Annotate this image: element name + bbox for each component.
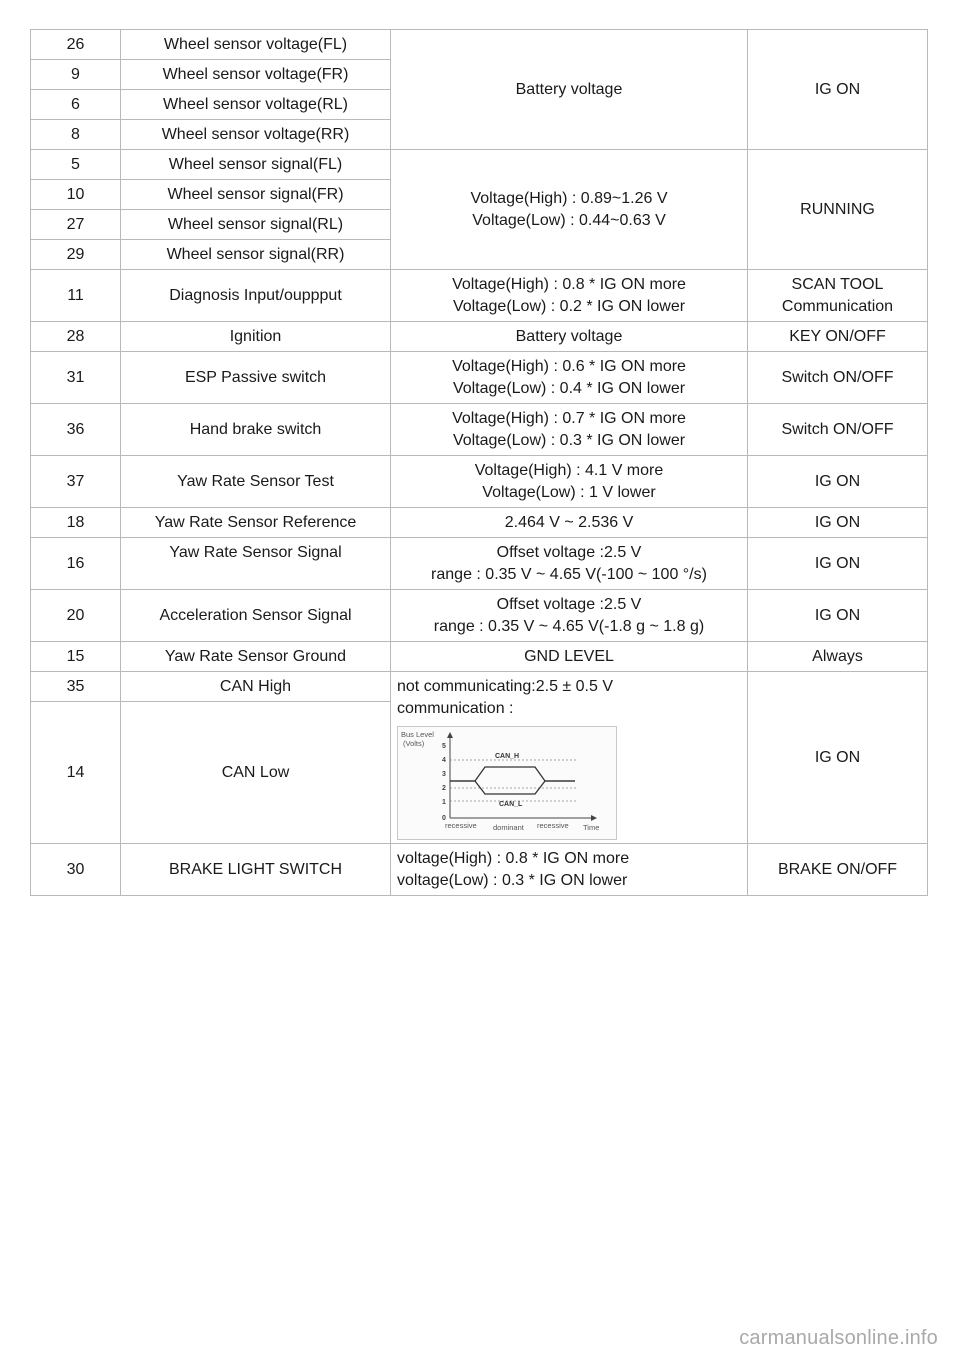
- pin-value: [391, 352, 748, 404]
- pin-number: 20: [31, 590, 121, 642]
- phase-label: dominant: [493, 823, 524, 832]
- table-row: [31, 404, 928, 456]
- pin-value: [391, 538, 748, 590]
- y-axis-label: Bus Level: [401, 730, 434, 739]
- value-line: Voltage(Low) : 0.44~0.63 V: [472, 211, 666, 229]
- y-tick: 2: [442, 785, 446, 792]
- can-value: [391, 672, 748, 844]
- condition-line: SCAN TOOL: [791, 275, 884, 293]
- wheel-signal-value: [391, 150, 748, 270]
- value-line: range : 0.35 V ~ 4.65 V(-1.8 g ~ 1.8 g): [433, 617, 705, 635]
- condition-line: Communication: [781, 297, 894, 315]
- table-row: [31, 538, 928, 590]
- value-line: Voltage(Low) : 1 V lower: [482, 483, 656, 501]
- table-row: [31, 672, 928, 702]
- pin-description: Hand brake switch: [121, 404, 391, 456]
- pin-description: Yaw Rate Sensor Reference: [121, 508, 391, 538]
- pin-description: Wheel sensor voltage(FR): [121, 60, 391, 90]
- pin-condition: Switch ON/OFF: [748, 404, 928, 456]
- y-tick: 5: [442, 743, 446, 750]
- pin-number: 16: [31, 538, 121, 590]
- pin-number: 27: [31, 210, 121, 240]
- pin-value: [391, 270, 748, 322]
- wheel-voltage-value: Battery voltage: [391, 30, 748, 150]
- value-line: Offset voltage :2.5 V: [496, 595, 642, 613]
- pin-description: Wheel sensor signal(RR): [121, 240, 391, 270]
- pin-description: ESP Passive switch: [121, 352, 391, 404]
- can-high-label: CAN_H: [495, 753, 520, 760]
- value-line: Voltage(Low) : 0.2 * IG ON lower: [452, 297, 686, 315]
- pin-condition: IG ON: [748, 508, 928, 538]
- y-tick: 1: [442, 799, 446, 806]
- pin-number: 11: [31, 270, 121, 322]
- value-line: not communicating:2.5 ± 0.5 V: [397, 678, 614, 695]
- pin-value: Battery voltage: [391, 322, 748, 352]
- value-line: communication :: [397, 700, 514, 717]
- pin-condition: IG ON: [748, 538, 928, 590]
- pin-description: Wheel sensor signal(RL): [121, 210, 391, 240]
- table-row: [31, 322, 928, 352]
- can-bus-level-diagram: [397, 726, 617, 840]
- y-tick: 0: [442, 815, 446, 822]
- pin-value: [391, 404, 748, 456]
- table-row: [31, 270, 928, 322]
- pin-condition: KEY ON/OFF: [748, 322, 928, 352]
- value-line: Voltage(High) : 4.1 V more: [474, 461, 664, 479]
- pin-value: [391, 590, 748, 642]
- pin-value: 2.464 V ~ 2.536 V: [391, 508, 748, 538]
- pin-description: Wheel sensor signal(FR): [121, 180, 391, 210]
- pin-condition: Switch ON/OFF: [748, 352, 928, 404]
- x-axis-label: Time: [583, 823, 600, 832]
- y-tick: 3: [442, 771, 446, 778]
- watermark: carmanualsonline.info: [739, 1327, 938, 1349]
- pin-value: [391, 456, 748, 508]
- pin-number: 31: [31, 352, 121, 404]
- pin-number: 8: [31, 120, 121, 150]
- value-line: Voltage(High) : 0.6 * IG ON more: [452, 357, 686, 375]
- pin-description: Ignition: [121, 322, 391, 352]
- pin-condition: Always: [748, 642, 928, 672]
- pin-value: [391, 844, 748, 896]
- pin-condition: [748, 270, 928, 322]
- value-line: Offset voltage :2.5 V: [496, 543, 642, 561]
- pin-spec-table: [30, 29, 928, 896]
- pin-number: 9: [31, 60, 121, 90]
- can-condition: IG ON: [748, 672, 928, 844]
- pin-number: 5: [31, 150, 121, 180]
- pin-number: 18: [31, 508, 121, 538]
- table-row: [31, 642, 928, 672]
- pin-condition: BRAKE ON/OFF: [748, 844, 928, 896]
- pin-value: GND LEVEL: [391, 642, 748, 672]
- pin-number: 14: [31, 702, 121, 844]
- can-low-label: CAN_L: [499, 801, 523, 808]
- pin-condition: IG ON: [748, 590, 928, 642]
- pin-description: Wheel sensor voltage(FL): [121, 30, 391, 60]
- pin-description: Acceleration Sensor Signal: [121, 590, 391, 642]
- phase-label: recessive: [537, 821, 569, 830]
- pin-description: Wheel sensor voltage(RL): [121, 90, 391, 120]
- table-row: [31, 150, 928, 180]
- value-line: voltage(High) : 0.8 * IG ON more: [397, 849, 630, 867]
- pin-description: CAN Low: [121, 702, 391, 844]
- pin-description: Wheel sensor signal(FL): [121, 150, 391, 180]
- table-row: [31, 352, 928, 404]
- pin-description: Yaw Rate Sensor Ground: [121, 642, 391, 672]
- table-row: [31, 844, 928, 896]
- table-row: [31, 590, 928, 642]
- pin-condition: IG ON: [748, 456, 928, 508]
- pin-number: 30: [31, 844, 121, 896]
- pin-number: 15: [31, 642, 121, 672]
- pin-description: Yaw Rate Sensor Test: [121, 456, 391, 508]
- table-row: [31, 508, 928, 538]
- y-tick: 4: [442, 757, 446, 764]
- value-line: Voltage(Low) : 0.3 * IG ON lower: [452, 431, 686, 449]
- pin-description: BRAKE LIGHT SWITCH: [121, 844, 391, 896]
- pin-description: Yaw Rate Sensor Signal: [121, 538, 391, 590]
- value-line: range : 0.35 V ~ 4.65 V(-100 ~ 100 °/s): [431, 565, 707, 583]
- pin-description: Wheel sensor voltage(RR): [121, 120, 391, 150]
- table-row: [31, 456, 928, 508]
- pin-description: CAN High: [121, 672, 391, 702]
- pin-number: 37: [31, 456, 121, 508]
- pin-number: 36: [31, 404, 121, 456]
- pin-number: 35: [31, 672, 121, 702]
- wheel-voltage-condition: IG ON: [748, 30, 928, 150]
- value-line: Voltage(High) : 0.7 * IG ON more: [452, 409, 686, 427]
- phase-label: recessive: [445, 821, 477, 830]
- pin-description: Diagnosis Input/ouppput: [121, 270, 391, 322]
- value-line: Voltage(Low) : 0.4 * IG ON lower: [452, 379, 686, 397]
- pin-number: 10: [31, 180, 121, 210]
- pin-number: 6: [31, 90, 121, 120]
- value-line: Voltage(High) : 0.8 * IG ON more: [452, 275, 686, 293]
- table-row: [31, 30, 928, 60]
- value-line: Voltage(High) : 0.89~1.26 V: [470, 189, 668, 207]
- y-axis-label: (Volts): [403, 739, 425, 748]
- value-line: voltage(Low) : 0.3 * IG ON lower: [397, 871, 628, 889]
- pin-number: 29: [31, 240, 121, 270]
- pin-number: 26: [31, 30, 121, 60]
- wheel-signal-condition: RUNNING: [748, 150, 928, 270]
- pin-number: 28: [31, 322, 121, 352]
